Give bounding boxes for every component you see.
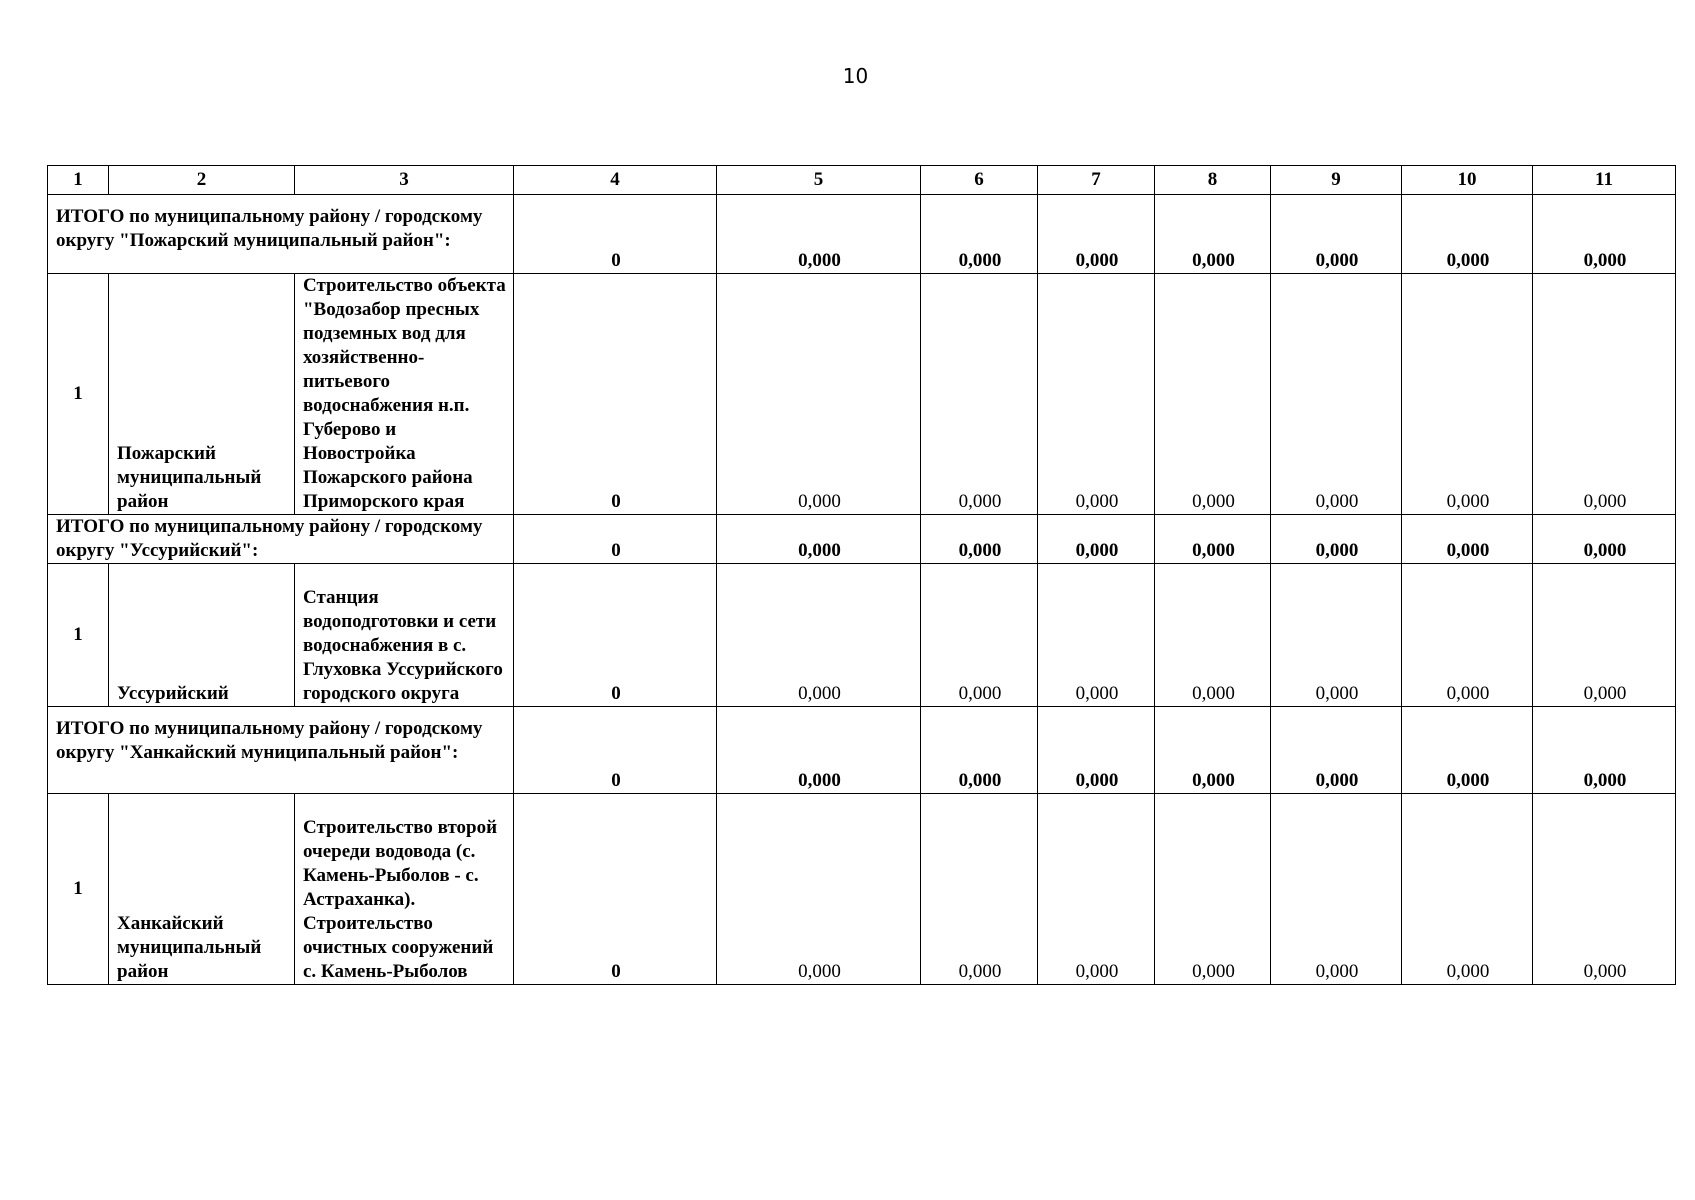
object-cell: Строительство второй очереди водовода (с. Камень-Рыболов - с. Астраханка). Строительство очистных сооружений с. Камень-Рыболов (295, 794, 514, 985)
row-index: 1 (48, 794, 109, 985)
page-number: 10 (842, 64, 869, 88)
table-cell: 0 (514, 707, 717, 794)
table-cell: 0,000 (921, 794, 1038, 985)
table-cell: 0,000 (1271, 794, 1402, 985)
row-index: 1 (48, 564, 109, 707)
data-table (47, 165, 1676, 985)
table-cell: 0,000 (1155, 707, 1271, 794)
column-header: 2 (109, 166, 295, 195)
table-cell: 0,000 (921, 707, 1038, 794)
table-cell: 0,000 (1402, 794, 1533, 985)
object-cell: Строительство объекта "Водозабор пресных подземных вод для хозяйственно-питьевого водоснабжения н.п. Губерово и Новостройка Пожарского района Приморского края (295, 274, 514, 515)
table-cell: 0,000 (1155, 564, 1271, 707)
column-header: 7 (1038, 166, 1155, 195)
table-cell: 0,000 (717, 274, 921, 515)
subtotal-label: ИТОГО по муниципальному району / городскому округу "Пожарский муниципальный район": (48, 195, 514, 274)
table-cell: 0,000 (1533, 195, 1676, 274)
table-row (48, 564, 1676, 707)
table-cell: 0,000 (1402, 195, 1533, 274)
table-cell: 0,000 (717, 195, 921, 274)
table-cell: 0,000 (921, 515, 1038, 564)
table-row (48, 794, 1676, 985)
column-header: 9 (1271, 166, 1402, 195)
table-cell: 0,000 (921, 195, 1038, 274)
column-header: 11 (1533, 166, 1676, 195)
table-cell: 0,000 (717, 564, 921, 707)
table-cell: 0,000 (1533, 564, 1676, 707)
table-cell: 0,000 (1533, 794, 1676, 985)
table-cell: 0,000 (1038, 564, 1155, 707)
table-header-row (48, 166, 1676, 195)
table-cell: 0,000 (1038, 515, 1155, 564)
table-cell: 0,000 (1038, 707, 1155, 794)
subtotal-row (48, 515, 1676, 564)
table-cell: 0,000 (1533, 274, 1676, 515)
table-cell: 0,000 (1038, 195, 1155, 274)
subtotal-row (48, 195, 1676, 274)
column-header: 3 (295, 166, 514, 195)
table-cell: 0,000 (1533, 707, 1676, 794)
subtotal-label: ИТОГО по муниципальному району / городскому округу "Уссурийский": (48, 515, 514, 564)
table-cell: 0,000 (1155, 195, 1271, 274)
column-header: 5 (717, 166, 921, 195)
table-cell: 0,000 (1038, 794, 1155, 985)
table-cell: 0,000 (717, 707, 921, 794)
table-cell: 0,000 (1271, 515, 1402, 564)
table-cell: 0 (514, 515, 717, 564)
column-header: 10 (1402, 166, 1533, 195)
table-cell: 0,000 (921, 274, 1038, 515)
table-cell: 0,000 (1271, 564, 1402, 707)
table-cell: 0 (514, 195, 717, 274)
municipality-cell: Пожарский муниципальный район (109, 274, 295, 515)
table-cell: 0,000 (1271, 195, 1402, 274)
table-cell: 0,000 (1038, 274, 1155, 515)
table-cell: 0 (514, 564, 717, 707)
table-cell: 0,000 (1402, 274, 1533, 515)
table-cell: 0,000 (1155, 515, 1271, 564)
table-cell: 0,000 (1271, 274, 1402, 515)
municipality-cell: Ханкайский муниципальный район (109, 794, 295, 985)
table-cell: 0,000 (1271, 707, 1402, 794)
table-cell: 0,000 (717, 794, 921, 985)
table-cell: 0,000 (1402, 515, 1533, 564)
table-cell: 0,000 (717, 515, 921, 564)
table-cell: 0,000 (1402, 564, 1533, 707)
row-index: 1 (48, 274, 109, 515)
table-cell: 0,000 (921, 564, 1038, 707)
table-row (48, 274, 1676, 515)
table-cell: 0,000 (1533, 515, 1676, 564)
subtotal-label: ИТОГО по муниципальному району / городскому округу "Ханкайский муниципальный район": (48, 707, 514, 794)
column-header: 8 (1155, 166, 1271, 195)
table-cell: 0,000 (1155, 274, 1271, 515)
table-cell: 0,000 (1155, 794, 1271, 985)
municipality-cell: Уссурийский (109, 564, 295, 707)
table-cell: 0,000 (1402, 707, 1533, 794)
column-header: 4 (514, 166, 717, 195)
column-header: 1 (48, 166, 109, 195)
table-cell: 0 (514, 274, 717, 515)
subtotal-row (48, 707, 1676, 794)
column-header: 6 (921, 166, 1038, 195)
object-cell: Станция водоподготовки и сети водоснабжения в с. Глуховка Уссурийского городского округа (295, 564, 514, 707)
table-cell: 0 (514, 794, 717, 985)
